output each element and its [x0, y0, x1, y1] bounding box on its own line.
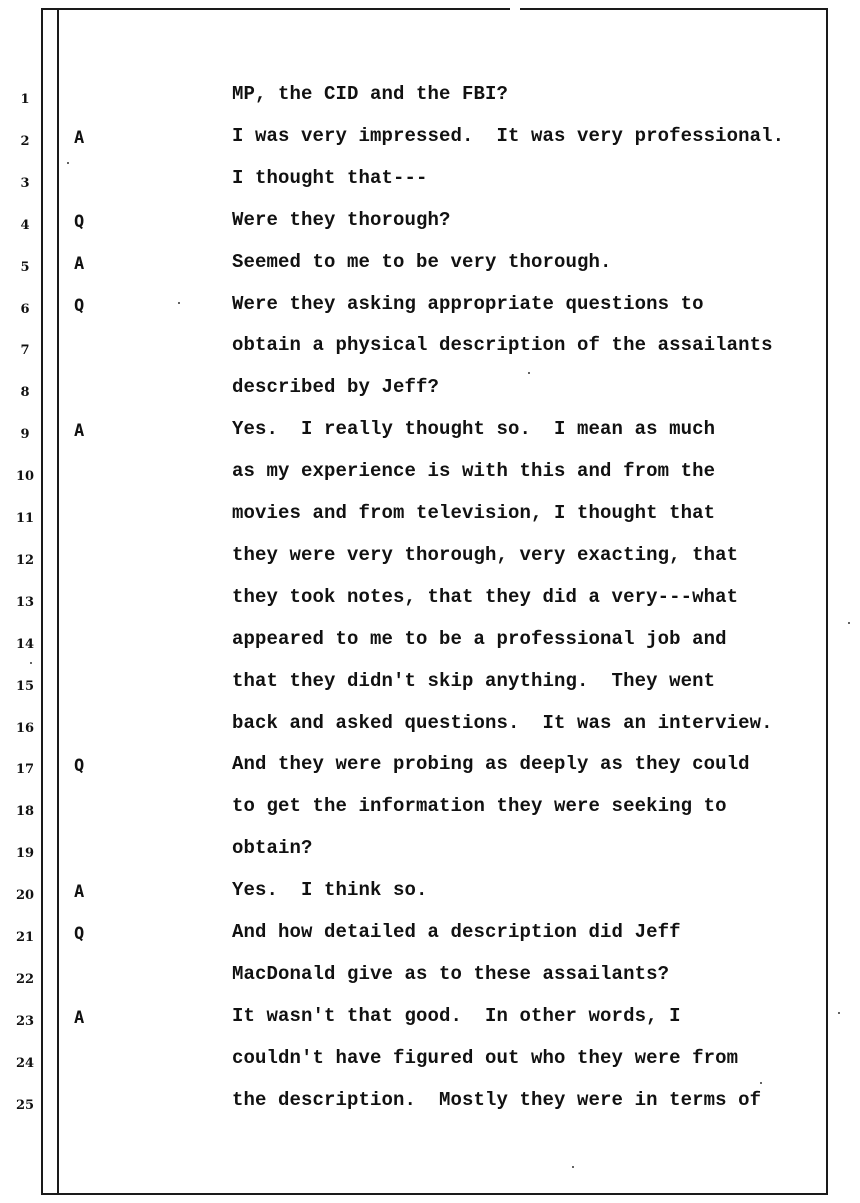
- line-number: 5: [20, 259, 30, 275]
- transcript-line: [0, 248, 860, 288]
- speaker-label: A: [74, 882, 85, 903]
- line-number: 1: [20, 92, 30, 107]
- transcript-line: [0, 709, 860, 749]
- speaker-label: Q: [74, 211, 85, 232]
- scan-speck: [528, 372, 530, 374]
- line-number: 4: [20, 217, 30, 233]
- transcript-line: [0, 122, 860, 162]
- testimony-text: obtain?: [232, 837, 313, 860]
- transcript-line: [0, 80, 860, 120]
- testimony-text: described by Jeff?: [232, 376, 440, 399]
- testimony-text: Were they asking appropriate questions to: [232, 292, 704, 315]
- line-number: 14: [15, 636, 35, 652]
- testimony-text: they took notes, that they did a very---what: [232, 585, 739, 608]
- transcript-line: [0, 457, 860, 497]
- testimony-text: I was very impressed. It was very professional.: [232, 124, 785, 147]
- line-number: 8: [20, 385, 30, 401]
- transcript-line: [0, 1044, 860, 1084]
- line-number: 18: [15, 804, 35, 820]
- testimony-text: MacDonald give as to these assailants?: [232, 962, 670, 985]
- scan-speck: [30, 662, 32, 664]
- line-number: 22: [15, 971, 35, 987]
- testimony-text: Yes. I think so.: [232, 879, 428, 902]
- scan-speck: [178, 302, 180, 304]
- testimony-text: as my experience is with this and from the: [232, 460, 716, 483]
- transcript-line: [0, 876, 860, 916]
- scan-speck: [572, 1166, 574, 1168]
- line-number: 23: [15, 1013, 35, 1029]
- line-number: 25: [15, 1097, 35, 1113]
- line-number: 13: [15, 594, 35, 610]
- line-number: 2: [20, 133, 30, 149]
- scan-speck: [67, 162, 69, 164]
- transcript-line: [0, 331, 860, 371]
- testimony-text: Seemed to me to be very thorough.: [232, 250, 612, 273]
- testimony-text: I thought that---: [232, 166, 428, 189]
- testimony-text: Yes. I really thought so. I mean as much: [232, 418, 716, 441]
- transcript-line: [0, 583, 860, 623]
- testimony-text: to get the information they were seeking to: [232, 795, 727, 818]
- testimony-text: couldn't have figured out who they were from: [232, 1046, 739, 1069]
- line-number: 3: [20, 175, 30, 191]
- line-number: 21: [15, 930, 35, 945]
- transcript-line: [0, 625, 860, 665]
- top-rule: [200, 8, 510, 10]
- testimony-text: that they didn't skip anything. They went: [232, 669, 716, 692]
- transcript-line: [0, 667, 860, 707]
- line-number: 20: [15, 888, 35, 904]
- transcript-line: [0, 1086, 860, 1126]
- transcript-line: [0, 541, 860, 581]
- line-number: 17: [15, 762, 35, 778]
- transcript-line: [0, 206, 860, 246]
- line-number: 16: [15, 720, 35, 736]
- speaker-label: Q: [74, 295, 85, 316]
- line-number: 15: [15, 678, 35, 694]
- transcript-line: [0, 960, 860, 1000]
- testimony-text: obtain a physical description of the assailants: [232, 334, 773, 357]
- line-number: 9: [20, 427, 30, 443]
- testimony-text: appeared to me to be a professional job and: [232, 627, 727, 650]
- testimony-text: movies and from television, I thought that: [232, 502, 716, 524]
- line-number: 7: [20, 343, 30, 359]
- transcript-line: [0, 499, 860, 539]
- speaker-label: A: [74, 1007, 85, 1028]
- testimony-text: And how detailed a description did Jeff: [232, 921, 681, 943]
- testimony-text: It wasn't that good. In other words, I: [232, 1004, 681, 1027]
- scan-speck: [760, 1082, 762, 1084]
- speaker-label: Q: [74, 924, 85, 944]
- transcript-line: [0, 415, 860, 455]
- testimony-text: And they were probing as deeply as they could: [232, 753, 750, 776]
- speaker-label: A: [74, 127, 85, 148]
- speaker-label: A: [74, 253, 85, 274]
- transcript-line: [0, 750, 860, 790]
- testimony-text: they were very thorough, very exacting, that: [232, 543, 739, 566]
- line-number: 10: [15, 469, 35, 485]
- transcript-line: [0, 792, 860, 832]
- line-number: 6: [20, 301, 30, 317]
- scan-speck: [838, 1012, 840, 1014]
- scan-speck: [848, 622, 850, 624]
- line-number: 11: [15, 511, 35, 526]
- transcript-line: [0, 164, 860, 204]
- testimony-text: MP, the CID and the FBI?: [232, 83, 509, 105]
- line-number: 19: [15, 846, 35, 862]
- line-number: 24: [15, 1055, 35, 1071]
- line-number: 12: [15, 552, 35, 568]
- testimony-text: the description. Mostly they were in terms of: [232, 1088, 762, 1111]
- transcript-line: [0, 373, 860, 413]
- transcript-line: [0, 1002, 860, 1042]
- transcript-line: [0, 834, 860, 874]
- testimony-text: Were they thorough?: [232, 208, 451, 231]
- testimony-text: back and asked questions. It was an interview.: [232, 711, 773, 734]
- transcript-line: [0, 290, 860, 330]
- transcript-line: [0, 918, 860, 958]
- speaker-label: Q: [74, 756, 85, 777]
- speaker-label: A: [74, 421, 85, 442]
